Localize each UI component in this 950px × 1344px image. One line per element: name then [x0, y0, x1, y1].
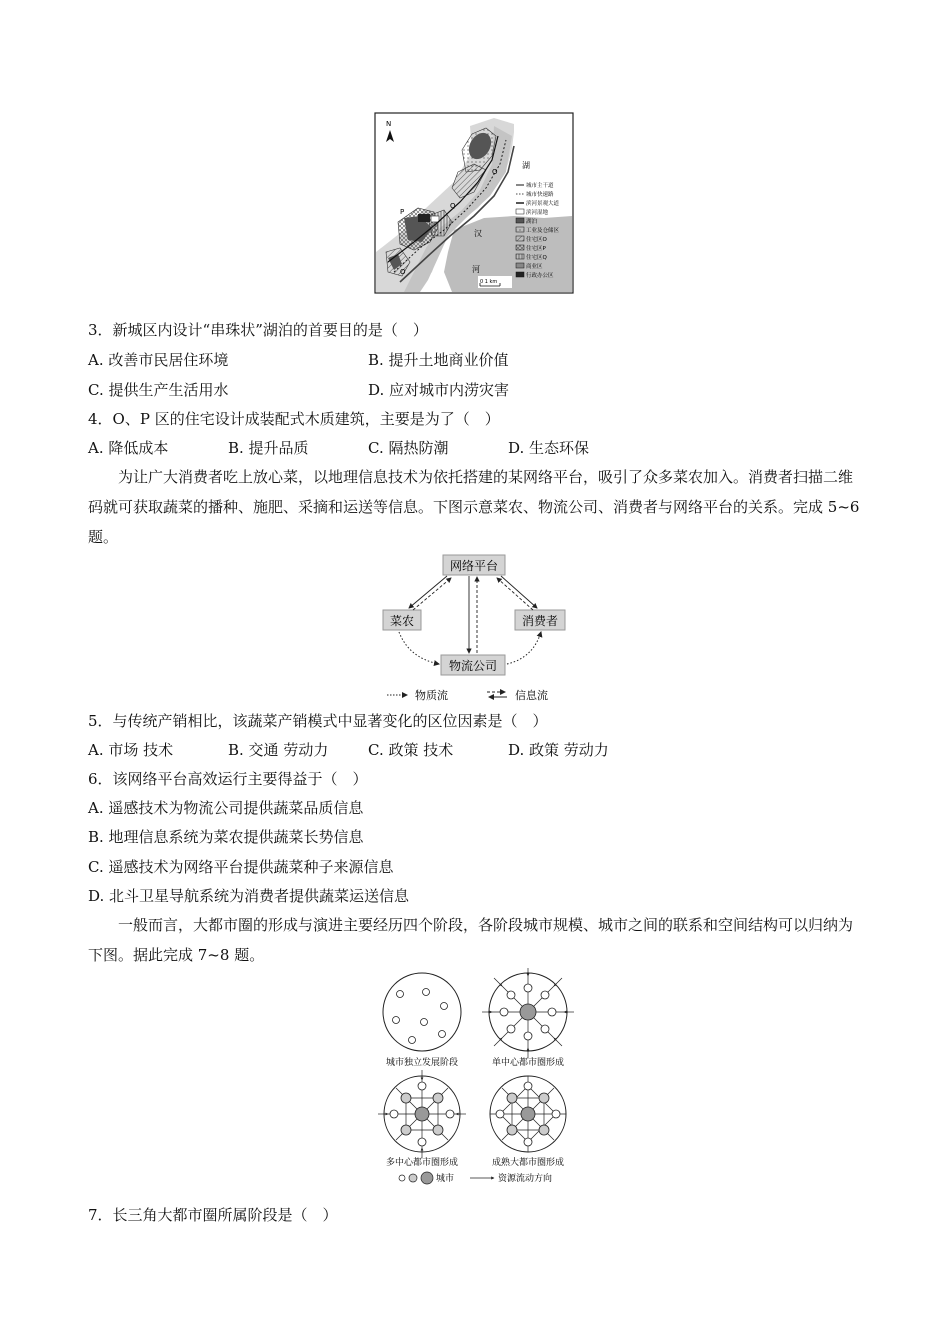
passage-network-platform: 为让广大消费者吃上放心菜，以地理信息技术为依托搭建的某网络平台，吸引了众多菜农加入。消费者扫描二维码就可获取蔬菜的播种、施肥、采摘和运送等信息。下图示意菜农、物流公司、消费者与网络平台的关系。完成 5~6 题。	[88, 468, 860, 546]
q4-option-b[interactable]: B. 提升品质	[228, 439, 309, 457]
question-6-stem: 6．该网络平台高效运行主要得益于（ ）	[88, 770, 368, 788]
map-legend-item: 湖泊	[526, 219, 538, 225]
q3-option-a[interactable]: A. 改善市民居住环境	[88, 351, 229, 369]
river-label-2: 河	[472, 265, 480, 274]
q6-option-b[interactable]: B. 地理信息系统为菜农提供蔬菜长势信息	[88, 828, 364, 846]
map-legend-item: 城市主干道	[526, 183, 554, 189]
metro-legend	[399, 1172, 552, 1184]
map-legend-item: 行政办公区	[526, 273, 554, 279]
stage-2-label: 单中心都市圈形成	[491, 1058, 565, 1068]
lake-label: 湖	[522, 161, 530, 170]
city-map-figure	[374, 112, 574, 294]
q6-option-d[interactable]: D. 北斗卫星导航系统为消费者提供蔬菜运送信息	[88, 887, 410, 905]
q5-option-a[interactable]: A. 市场 技术	[88, 741, 174, 759]
q4-option-c[interactable]: C. 隔热防潮	[368, 439, 449, 457]
map-legend-item: 住宅区Q	[526, 255, 547, 261]
q3-option-b[interactable]: B. 提升土地商业价值	[368, 351, 509, 369]
map-legend-item: 工业及仓储区	[526, 228, 560, 234]
zone-p-label: P	[400, 208, 405, 216]
stage-3-diagram	[378, 1070, 466, 1158]
question-3-stem: 3．新城区内设计“串珠状”湖泊的首要目的是（ ）	[88, 321, 428, 339]
scale-label: 0 1 km	[480, 279, 498, 285]
question-7-stem: 7．长三角大都市圈所属阶段是（ ）	[88, 1206, 338, 1224]
map-legend-item: 商业区	[526, 264, 543, 270]
map-legend-item: 城市快速路	[526, 192, 554, 198]
q3-option-c[interactable]: C. 提供生产生活用水	[88, 381, 229, 399]
stage-2-diagram	[482, 968, 574, 1058]
legend-city-label: 城市	[436, 1174, 455, 1184]
logistics-label: 物流公司	[448, 659, 498, 673]
question-5-stem: 5．与传统产销相比，该蔬菜产销模式中显著变化的区位因素是（ ）	[88, 712, 548, 730]
map-legend-item: 滨河湿地	[526, 210, 549, 216]
stage-4-diagram	[490, 1076, 566, 1152]
q5-option-c[interactable]: C. 政策 技术	[368, 741, 454, 759]
question-4-stem: 4．O、P 区的住宅设计成装配式木质建筑，主要是为了（ ）	[88, 410, 500, 428]
q6-option-a[interactable]: A. 遥感技术为物流公司提供蔬菜品质信息	[88, 799, 364, 817]
consumer-label: 消费者	[521, 614, 559, 628]
passage-metropolitan: 一般而言，大都市圈的形成与演进主要经历四个阶段，各阶段城市规模、城市之间的联系和空间结构可以归纳为下图。据此完成 7~8 题。	[88, 916, 854, 964]
stage-1-diagram	[383, 973, 461, 1051]
map-legend-item: 住宅区P	[526, 246, 546, 252]
q5-option-b[interactable]: B. 交通 劳动力	[228, 741, 329, 759]
map-legend-item: 滨河景观大道	[526, 201, 560, 207]
stage-1-label: 城市独立发展阶段	[385, 1058, 459, 1068]
map-legend-item: 住宅区O	[526, 237, 547, 243]
q3-option-d[interactable]: D. 应对城市内涝灾害	[368, 381, 510, 399]
q4-option-d[interactable]: D. 生态环保	[508, 439, 590, 457]
legend-flow-label: 资源流动方向	[498, 1174, 553, 1184]
metro-stages-figure	[372, 968, 586, 1186]
north-label: N	[386, 120, 392, 128]
legend-material-flow: 物质流	[415, 689, 448, 702]
q6-option-c[interactable]: C. 遥感技术为网络平台提供蔬菜种子来源信息	[88, 858, 394, 876]
stage-4-label: 成熟大都市圈形成	[491, 1158, 565, 1168]
network-diagram	[375, 552, 575, 708]
q4-option-a[interactable]: A. 降低成本	[88, 439, 169, 457]
farmer-label: 菜农	[389, 614, 415, 628]
zone-q-label: Q	[450, 202, 456, 210]
zone-o-bottom-label: O	[400, 268, 406, 276]
river-label-1: 汉	[474, 229, 482, 238]
platform-label: 网络平台	[449, 559, 499, 573]
zone-o-top-label: O	[492, 168, 498, 176]
legend-info-flow: 信息流	[515, 689, 548, 702]
stage-3-label: 多中心都市圈形成	[385, 1158, 459, 1168]
q5-option-d[interactable]: D. 政策 劳动力	[508, 741, 609, 759]
